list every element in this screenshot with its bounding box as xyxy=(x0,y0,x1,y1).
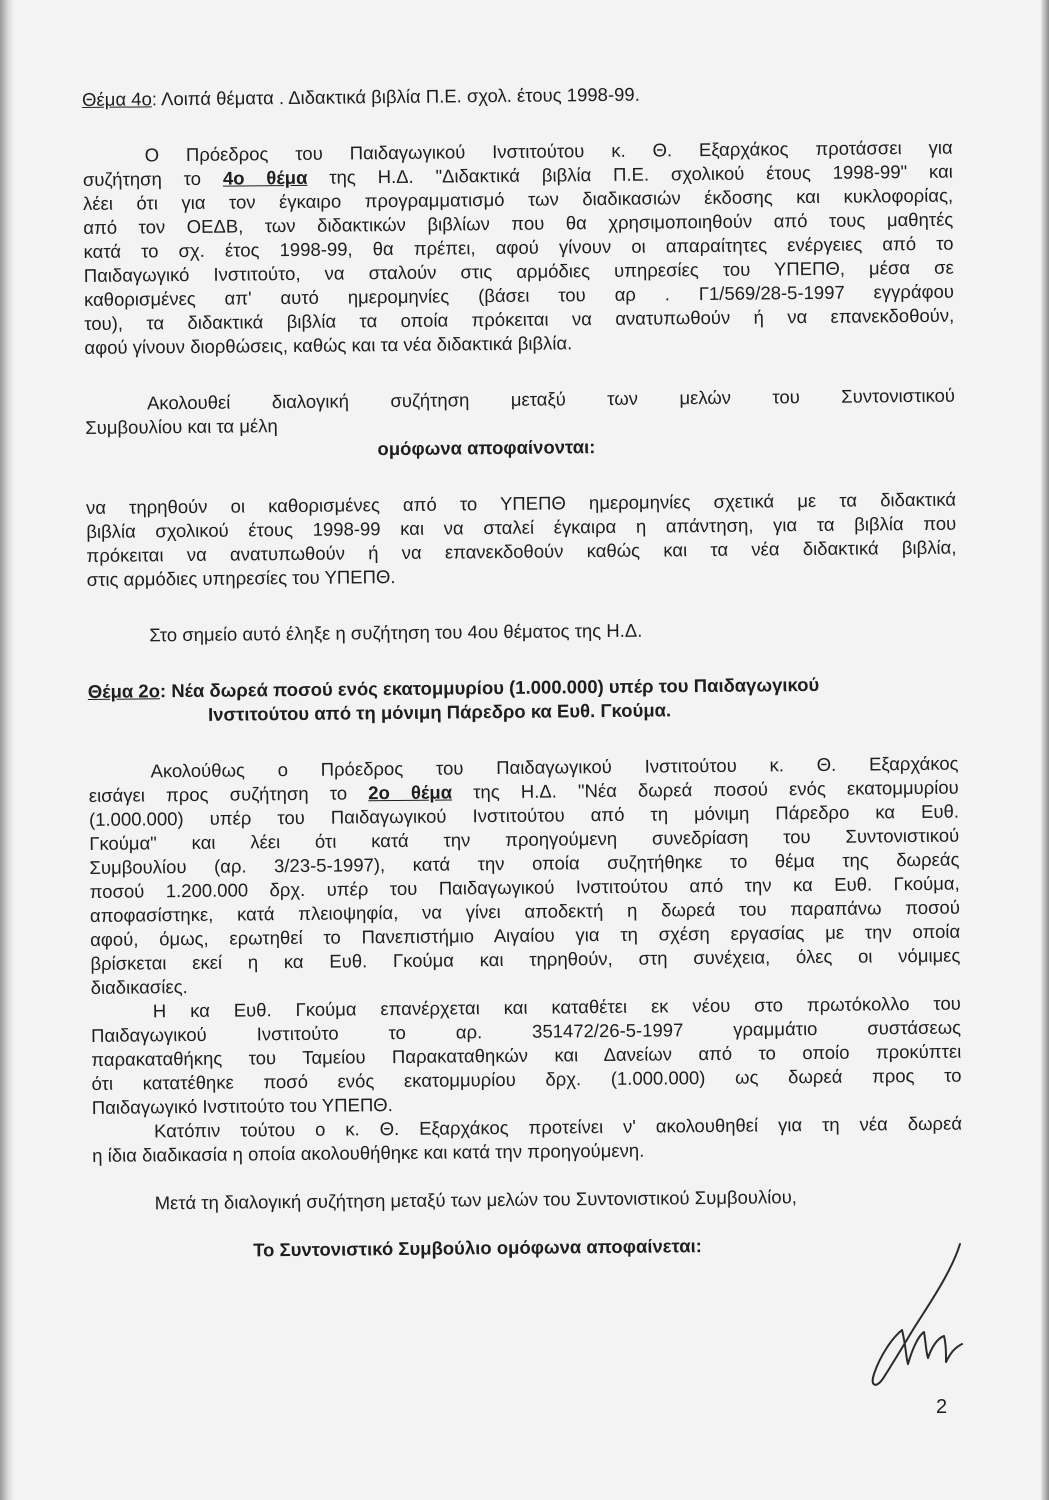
text-line: Η κα Ευθ. Γκούμα επανέρχεται και καταθέτει εκ νέου στο πρωτόκολλο του xyxy=(152,992,961,1022)
handwritten-signature xyxy=(862,1240,972,1390)
section2-decision-heading: Το Συντονιστικό Συμβούλιο ομόφωνα αποφαίνεται: xyxy=(253,1235,702,1261)
section4-paragraph-1 xyxy=(83,136,955,360)
section2-paragraph-1 xyxy=(88,752,960,1000)
text-line: κατά το σχ. έτος 1998-99, θα πρέπει, αφού γίνουν οι απαραίτητες ενέργειες από το xyxy=(83,232,954,262)
section2-paragraph-2 xyxy=(91,992,962,1120)
document-body xyxy=(82,80,963,1264)
text-line: ποσού 1.200.000 δρχ. υπέρ του Παιδαγωγικού Ινστιτούτου από την κα Ευθ. Γκούμα, xyxy=(89,872,960,902)
section2-heading-label: Θέμα 2ο xyxy=(87,680,161,702)
section2-paragraph-4: Μετά τη διαλογική συζήτηση μεταξύ των μελών του Συντονιστικού Συμβουλίου, xyxy=(154,1186,797,1214)
text-line: η ίδια διαδικασία η οποία ακολουθήθηκε και κατά την προηγούμενη. xyxy=(92,1139,645,1166)
text-line: στις αρμόδιες υπηρεσίες του ΥΠΕΠΘ. xyxy=(86,566,396,590)
text-line: Κατόπιν τούτου ο κ. Θ. Εξαρχάκος προτείνει ν' ακολουθηθεί για τη νέα δωρεά xyxy=(153,1112,963,1142)
text-line: λέει ότι για τον έγκαιρο προγραμματισμό των διαδικασιών έκδοσης και κυκλοφορίας, xyxy=(83,184,954,214)
text-line: Γκούμα" και λέει ότι κατά την προηγούμενη συνεδρίαση του Συντονιστικού xyxy=(89,824,960,854)
text-line: αποφασίστηκε, κατά πλειοψηφία, να γίνει αποδεκτή η δωρεά του παραπάνω ποσού xyxy=(89,896,961,926)
text-line: ότι κατατέθηκε ποσό ενός εκατομμυρίου δρχ. (1.000.000) ως δωρεά προς το xyxy=(91,1064,962,1094)
text-line: (1.000.000) υπέρ του Παιδαγωγικού Ινστιτούτου από τη μόνιμη Πάρεδρο κα Ευθ. xyxy=(88,800,960,830)
text-line: να τηρηθούν οι καθορισμένες από το ΥΠΕΠΘ ημερομηνίες σχετικά με τα διδακτικά xyxy=(85,488,957,518)
text-line: βιβλία σχολικού έτους 1998-99 και να σταλεί έγκαιρα η απάντηση, για τα βιβλία που xyxy=(86,512,957,542)
section2-heading-line-1: Θέμα 2ο: Νέα δωρεά ποσού ενός εκατομμυρίου (1.000.000) υπέρ του Παιδαγωγικού xyxy=(87,673,820,702)
section4-decision xyxy=(86,488,957,592)
text-line: πρόκειται να ανατυπωθούν ή να επανεκδοθούν καθώς και τα νέα διδακτικά βιβλία, xyxy=(86,536,957,566)
text-line: συζήτηση το 4ο θέμα της Η.Δ. "Διδακτικά βιβλία Π.Ε. σχολικού έτους 1998-99" και xyxy=(82,160,953,190)
text-line: βρίσκεται εκεί η κα Ευθ. Γκούμα και τηρηθούν, στη συνέχεια, όλες οι νόμιμες xyxy=(90,944,961,974)
page-right-shadow xyxy=(1041,0,1049,1500)
text-line: Ακολουθεί διαλογική συζήτηση μεταξύ των μελών του Συντονιστικού xyxy=(146,384,956,414)
section2-heading-line-2: Ινστιτούτου από τη μόνιμη Πάρεδρο κα Ευθ. Γκούμα. xyxy=(207,699,672,725)
topic-reference: 4ο θέμα xyxy=(222,166,308,189)
topic-reference: 2ο θέμα xyxy=(368,781,453,804)
text-line: Ακολούθως ο Πρόεδρος του Παιδαγωγικού Ινστιτούτου κ. Θ. Εξαρχάκος xyxy=(150,752,959,782)
section4-heading-label: Θέμα 4ο xyxy=(82,88,152,110)
text-line: εισάγει προς συζήτηση το 2ο θέμα της Η.Δ. "Νέα δωρεά ποσού ενός εκατομμυρίου xyxy=(88,776,959,806)
text-line: Ο Πρόεδρος του Παιδαγωγικού Ινστιτούτου κ. Θ. Εξαρχάκος προτάσσει για xyxy=(144,136,953,166)
section4-decision-heading: ομόφωνα αποφαίνονται: xyxy=(377,436,596,460)
text-line: Συμβουλίου και τα μέλη xyxy=(85,415,278,438)
text-line: αφού, όμως, ερωτηθεί το Πανεπιστήμιο Αιγαίου για τη σχέση εργασίας με την οποία xyxy=(90,920,961,950)
text-line: Παιδαγωγικό Ινστιτούτο, να σταλούν στις αρμόδιες υπηρεσίες του ΥΠΕΠΘ, μέσα σε xyxy=(83,256,954,286)
text-line: καθορισμένες απ' αυτό ημερομηνίες (βάσει του αρ . Γ1/569/28-5-1997 εγγράφου xyxy=(83,280,955,310)
section4-paragraph-2 xyxy=(85,384,955,440)
text-line: διαδικασίες. xyxy=(90,976,188,998)
section4-closing: Στο σημείο αυτό έληξε η συζήτηση του 4ου θέματος της Η.Δ. xyxy=(149,619,643,646)
page-left-shadow xyxy=(0,0,14,1500)
text-line: Συμβουλίου (αρ. 3/23-5-1997), κατά την οποία συζητήθηκε το θέμα της δωρεάς xyxy=(89,848,960,878)
text-line: Παιδαγωγικού Ινστιτούτο το αρ. 351472/26-5-1997 γραμμάτιο συστάσεως xyxy=(90,1016,962,1046)
section4-heading-text: : Λοιπά θέματα . Διδακτικά βιβλία Π.Ε. σχολ. έτους 1998-99. xyxy=(151,83,640,110)
text-line: αφού γίνουν διορθώσεις, καθώς και τα νέα διδακτικά βιβλία. xyxy=(84,332,573,358)
section2-paragraph-3 xyxy=(92,1112,962,1168)
text-line: από τον ΟΕΔΒ, των διδακτικών βιβλίων που θα χρησιμοποιηθούν από τους μαθητές xyxy=(83,208,954,238)
section2-heading xyxy=(88,672,958,728)
text-line: του), τα διδακτικά βιβλία τα οποία πρόκειται να ανατυπωθούν ή να επανεκδοθούν, xyxy=(84,304,955,334)
text-line: Παιδαγωγικό Ινστιτούτο του ΥΠΕΠΘ. xyxy=(91,1094,393,1118)
text-line: παρακαταθήκης του Ταμείου Παρακαταθηκών και Δανείων από το οποίο προκύπτει xyxy=(91,1040,962,1070)
page-number: 2 xyxy=(936,1396,948,1418)
